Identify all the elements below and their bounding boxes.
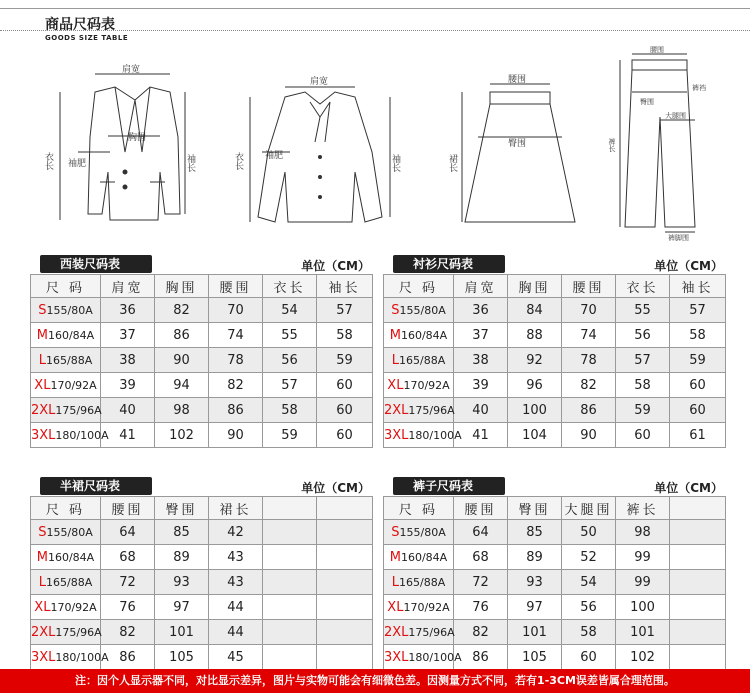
value-cell: 59 — [670, 348, 726, 373]
table-header-row — [31, 275, 373, 298]
value-cell: 59 — [317, 348, 373, 373]
value-cell: 37 — [101, 323, 155, 348]
suit-size-table — [30, 254, 372, 448]
size-spec: 155/80A — [46, 525, 93, 539]
pants-thigh-label: 大腿围 — [665, 112, 686, 120]
value-cell: 60 — [317, 423, 373, 448]
column-header: 腰围 — [562, 275, 616, 298]
value-cell: 102 — [616, 645, 670, 670]
table-header — [383, 476, 725, 496]
size-cell — [31, 620, 101, 645]
table-unit: 单位（CM） — [654, 259, 723, 273]
value-cell: 82 — [562, 373, 616, 398]
size-cell — [384, 373, 454, 398]
column-header: 尺 码 — [31, 497, 101, 520]
size-cell — [384, 423, 462, 448]
value-cell: 90 — [155, 348, 209, 373]
value-cell — [317, 570, 373, 595]
size-code: 3XL — [384, 427, 409, 443]
value-cell: 86 — [562, 398, 616, 423]
value-cell: 57 — [317, 298, 373, 323]
column-header: 尺 码 — [31, 275, 101, 298]
value-cell: 82 — [155, 298, 209, 323]
size-code: XL — [387, 377, 404, 393]
size-code: 3XL — [31, 427, 56, 443]
value-cell: 45 — [209, 645, 263, 670]
value-cell: 55 — [616, 298, 670, 323]
table-row — [31, 545, 373, 570]
size-code: S — [391, 524, 400, 540]
value-cell: 57 — [616, 348, 670, 373]
value-cell: 76 — [454, 595, 508, 620]
table-row — [384, 323, 726, 348]
size-spec: 165/88A — [399, 575, 446, 589]
value-cell: 99 — [616, 545, 670, 570]
size-cell — [384, 398, 454, 423]
value-cell: 60 — [317, 398, 373, 423]
size-spec: 155/80A — [399, 525, 446, 539]
table-row — [384, 398, 726, 423]
value-cell — [317, 595, 373, 620]
column-header: 肩宽 — [454, 275, 508, 298]
skirt-diagram — [462, 84, 575, 222]
table-row — [384, 620, 726, 645]
value-cell — [670, 595, 726, 620]
table-row — [31, 373, 373, 398]
table-row — [31, 570, 373, 595]
column-header: 裙长 — [209, 497, 263, 520]
value-cell: 74 — [562, 323, 616, 348]
value-cell: 89 — [508, 545, 562, 570]
size-code: 2XL — [384, 402, 409, 418]
table-title: 半裙尺码表 — [40, 477, 152, 495]
size-cell — [384, 595, 454, 620]
pants-diagram — [620, 54, 695, 232]
value-cell: 44 — [209, 595, 263, 620]
size-spec: 165/88A — [46, 575, 93, 589]
value-cell: 58 — [317, 323, 373, 348]
page-subtitle: GOODS SIZE TABLE — [45, 34, 129, 42]
size-spec: 155/80A — [46, 303, 93, 317]
size-cell — [31, 298, 101, 323]
value-cell — [670, 645, 726, 670]
value-cell: 54 — [263, 298, 317, 323]
value-cell: 70 — [209, 298, 263, 323]
jacket-diagram — [60, 74, 185, 220]
value-cell: 78 — [562, 348, 616, 373]
column-header: 腰围 — [454, 497, 508, 520]
value-cell — [263, 520, 317, 545]
size-code: L — [391, 352, 399, 368]
value-cell: 37 — [454, 323, 508, 348]
size-spec: 175/96A — [55, 625, 102, 639]
size-cell — [384, 298, 454, 323]
value-cell — [317, 620, 373, 645]
table-row — [31, 298, 373, 323]
value-cell: 42 — [209, 520, 263, 545]
size-cell — [384, 323, 454, 348]
value-cell — [670, 570, 726, 595]
value-cell: 105 — [508, 645, 562, 670]
size-table — [383, 496, 726, 670]
table-row — [31, 423, 373, 448]
size-code: L — [38, 574, 46, 590]
value-cell: 70 — [562, 298, 616, 323]
size-cell — [384, 645, 462, 670]
column-header: 大腿围 — [562, 497, 616, 520]
size-table — [383, 274, 726, 448]
size-cell — [31, 348, 101, 373]
value-cell: 39 — [454, 373, 508, 398]
value-cell: 101 — [155, 620, 209, 645]
table-row — [384, 645, 726, 670]
size-cell — [384, 570, 454, 595]
value-cell — [263, 545, 317, 570]
size-table — [30, 496, 373, 670]
size-cell — [31, 398, 101, 423]
column-header: 腰围 — [101, 497, 155, 520]
pants-rise-label: 裤裆 — [692, 84, 706, 92]
size-code: 2XL — [31, 402, 56, 418]
value-cell: 60 — [317, 373, 373, 398]
column-header: 臀围 — [508, 497, 562, 520]
value-cell: 86 — [454, 645, 508, 670]
value-cell: 58 — [670, 323, 726, 348]
value-cell: 96 — [508, 373, 562, 398]
size-cell — [384, 545, 454, 570]
size-code: S — [38, 524, 47, 540]
garment-diagrams — [0, 42, 750, 242]
value-cell: 57 — [670, 298, 726, 323]
size-cell — [31, 520, 101, 545]
size-code: XL — [34, 377, 51, 393]
value-cell: 41 — [454, 423, 508, 448]
value-cell: 101 — [616, 620, 670, 645]
value-cell: 58 — [616, 373, 670, 398]
size-spec: 175/96A — [55, 403, 102, 417]
table-row — [384, 373, 726, 398]
size-code: 3XL — [31, 649, 56, 665]
size-cell — [31, 545, 101, 570]
value-cell: 52 — [562, 545, 616, 570]
shirt-length-label: 衣长 — [233, 152, 243, 170]
value-cell: 36 — [101, 298, 155, 323]
size-code: M — [389, 549, 401, 565]
size-cell — [31, 423, 109, 448]
size-cell — [31, 323, 101, 348]
value-cell — [317, 520, 373, 545]
value-cell: 92 — [508, 348, 562, 373]
size-code: M — [36, 549, 48, 565]
shirt-bicep-label: 袖肥 — [265, 151, 284, 161]
table-row — [31, 398, 373, 423]
pants-waist-label: 腰围 — [650, 46, 664, 54]
header-top-rule — [0, 8, 750, 9]
value-cell: 60 — [670, 373, 726, 398]
value-cell: 39 — [101, 373, 155, 398]
size-spec: 180/100A — [55, 428, 109, 442]
pants-hip-label: 臀围 — [640, 98, 654, 106]
size-code: M — [389, 327, 401, 343]
value-cell: 72 — [454, 570, 508, 595]
value-cell: 90 — [562, 423, 616, 448]
value-cell: 58 — [263, 398, 317, 423]
size-cell — [384, 520, 454, 545]
measurement-illustrations — [0, 42, 750, 242]
column-header: 尺 码 — [384, 497, 454, 520]
column-header: 肩宽 — [101, 275, 155, 298]
value-cell: 97 — [155, 595, 209, 620]
table-row — [31, 348, 373, 373]
value-cell: 58 — [562, 620, 616, 645]
table-row — [31, 620, 373, 645]
column-header: 裤长 — [616, 497, 670, 520]
table-row — [384, 595, 726, 620]
value-cell: 41 — [101, 423, 155, 448]
value-cell: 40 — [101, 398, 155, 423]
value-cell: 59 — [616, 398, 670, 423]
size-spec: 180/100A — [408, 428, 462, 442]
size-code: L — [391, 574, 399, 590]
value-cell: 82 — [209, 373, 263, 398]
value-cell: 86 — [209, 398, 263, 423]
value-cell — [670, 545, 726, 570]
table-row — [384, 423, 726, 448]
jacket-shoulder-label: 肩宽 — [122, 65, 141, 75]
value-cell: 78 — [209, 348, 263, 373]
value-cell: 40 — [454, 398, 508, 423]
pants-size-table — [383, 476, 725, 670]
value-cell: 72 — [101, 570, 155, 595]
table-header — [383, 254, 725, 274]
value-cell: 64 — [101, 520, 155, 545]
value-cell — [670, 620, 726, 645]
value-cell: 82 — [101, 620, 155, 645]
column-header: 袖长 — [317, 275, 373, 298]
value-cell — [670, 520, 726, 545]
skirt-waist-label: 腰围 — [508, 75, 527, 85]
table-title: 衬衫尺码表 — [393, 255, 505, 273]
value-cell: 101 — [508, 620, 562, 645]
skirt-size-table — [30, 476, 372, 670]
size-cell — [31, 595, 101, 620]
size-code: XL — [387, 599, 404, 615]
value-cell: 93 — [508, 570, 562, 595]
header-dotted-rule — [0, 30, 750, 31]
value-cell: 36 — [454, 298, 508, 323]
value-cell: 60 — [670, 398, 726, 423]
value-cell: 60 — [616, 423, 670, 448]
value-cell: 56 — [562, 595, 616, 620]
value-cell: 55 — [263, 323, 317, 348]
table-row — [384, 298, 726, 323]
column-header — [263, 497, 317, 520]
table-title: 裤子尺码表 — [393, 477, 505, 495]
size-spec: 165/88A — [399, 353, 446, 367]
value-cell: 85 — [508, 520, 562, 545]
value-cell: 90 — [209, 423, 263, 448]
size-spec: 160/84A — [47, 550, 95, 564]
value-cell: 38 — [454, 348, 508, 373]
size-cell — [31, 373, 101, 398]
value-cell: 43 — [209, 570, 263, 595]
disclaimer-footer: 注：因个人显示器不同，对比显示差异，图片与实物可能会有细微色差。因测量方式不同，若有1-3CM误差皆属合理范围。 — [0, 669, 750, 693]
value-cell: 44 — [209, 620, 263, 645]
value-cell: 56 — [263, 348, 317, 373]
value-cell — [317, 545, 373, 570]
size-code: S — [391, 302, 400, 318]
column-header: 臀围 — [155, 497, 209, 520]
size-spec: 160/84A — [47, 328, 95, 342]
value-cell: 64 — [454, 520, 508, 545]
table-header-row — [384, 497, 726, 520]
skirt-hip-label: 臀围 — [508, 139, 527, 149]
value-cell: 100 — [508, 398, 562, 423]
value-cell: 60 — [562, 645, 616, 670]
size-spec: 175/96A — [408, 625, 455, 639]
table-unit: 单位（CM） — [301, 259, 370, 273]
size-spec: 165/88A — [46, 353, 93, 367]
value-cell: 61 — [670, 423, 726, 448]
column-header: 衣长 — [263, 275, 317, 298]
value-cell: 54 — [562, 570, 616, 595]
size-spec: 160/84A — [400, 550, 448, 564]
table-header — [30, 254, 372, 274]
size-table — [30, 274, 373, 448]
size-spec: 175/96A — [408, 403, 455, 417]
size-cell — [31, 570, 101, 595]
value-cell: 56 — [616, 323, 670, 348]
table-header-row — [31, 497, 373, 520]
value-cell: 94 — [155, 373, 209, 398]
value-cell: 57 — [263, 373, 317, 398]
value-cell: 68 — [101, 545, 155, 570]
value-cell: 50 — [562, 520, 616, 545]
table-row — [31, 520, 373, 545]
value-cell: 105 — [155, 645, 209, 670]
size-code: L — [38, 352, 46, 368]
table-header — [30, 476, 372, 496]
table-row — [31, 595, 373, 620]
value-cell: 102 — [155, 423, 209, 448]
value-cell: 97 — [508, 595, 562, 620]
size-spec: 170/92A — [403, 600, 450, 614]
column-header: 衣长 — [616, 275, 670, 298]
table-unit: 单位（CM） — [654, 481, 723, 495]
value-cell: 59 — [263, 423, 317, 448]
size-spec: 170/92A — [403, 378, 450, 392]
shirt-shoulder-label: 肩宽 — [310, 77, 329, 87]
value-cell: 98 — [616, 520, 670, 545]
column-header: 胸围 — [155, 275, 209, 298]
shirt-sleeve-label: 袖长 — [390, 154, 400, 172]
table-row — [384, 348, 726, 373]
size-cell — [384, 620, 454, 645]
size-code: 3XL — [384, 649, 409, 665]
jacket-bicep-label: 袖肥 — [68, 159, 87, 169]
value-cell — [263, 595, 317, 620]
value-cell: 74 — [209, 323, 263, 348]
column-header: 袖长 — [670, 275, 726, 298]
size-spec: 170/92A — [50, 600, 97, 614]
size-spec: 155/80A — [399, 303, 446, 317]
jacket-sleeve-label: 袖长 — [185, 154, 195, 172]
skirt-length-label: 裙长 — [447, 154, 457, 172]
table-unit: 单位（CM） — [301, 481, 370, 495]
size-code: M — [36, 327, 48, 343]
column-header: 尺 码 — [384, 275, 454, 298]
value-cell: 86 — [101, 645, 155, 670]
page-title: 商品尺码表 — [45, 17, 115, 33]
table-row — [31, 645, 373, 670]
table-row — [31, 323, 373, 348]
value-cell — [263, 620, 317, 645]
size-code: 2XL — [31, 624, 56, 640]
table-header-row — [384, 275, 726, 298]
table-row — [384, 520, 726, 545]
value-cell: 93 — [155, 570, 209, 595]
column-header: 胸围 — [508, 275, 562, 298]
value-cell: 82 — [454, 620, 508, 645]
size-spec: 160/84A — [400, 328, 448, 342]
size-code: 2XL — [384, 624, 409, 640]
value-cell: 76 — [101, 595, 155, 620]
value-cell — [263, 570, 317, 595]
value-cell: 104 — [508, 423, 562, 448]
value-cell — [263, 645, 317, 670]
table-row — [384, 545, 726, 570]
value-cell: 43 — [209, 545, 263, 570]
pants-length-label: 裤长 — [608, 138, 616, 152]
size-spec: 170/92A — [50, 378, 97, 392]
table-row — [384, 570, 726, 595]
column-header: 腰围 — [209, 275, 263, 298]
size-cell — [31, 645, 109, 670]
value-cell: 89 — [155, 545, 209, 570]
size-cell — [384, 348, 454, 373]
table-title: 西装尺码表 — [40, 255, 152, 273]
jacket-length-label: 衣长 — [43, 152, 53, 170]
value-cell: 86 — [155, 323, 209, 348]
pants-hem-label: 裤脚围 — [668, 234, 689, 242]
column-header — [317, 497, 373, 520]
size-code: XL — [34, 599, 51, 615]
value-cell: 88 — [508, 323, 562, 348]
size-code: S — [38, 302, 47, 318]
size-spec: 180/100A — [55, 650, 109, 664]
value-cell: 85 — [155, 520, 209, 545]
value-cell: 100 — [616, 595, 670, 620]
value-cell: 99 — [616, 570, 670, 595]
value-cell — [317, 645, 373, 670]
value-cell: 98 — [155, 398, 209, 423]
value-cell: 68 — [454, 545, 508, 570]
jacket-chest-label: 胸围 — [128, 133, 147, 143]
column-header — [670, 497, 726, 520]
size-spec: 180/100A — [408, 650, 462, 664]
value-cell: 38 — [101, 348, 155, 373]
value-cell: 84 — [508, 298, 562, 323]
shirt-size-table — [383, 254, 725, 448]
